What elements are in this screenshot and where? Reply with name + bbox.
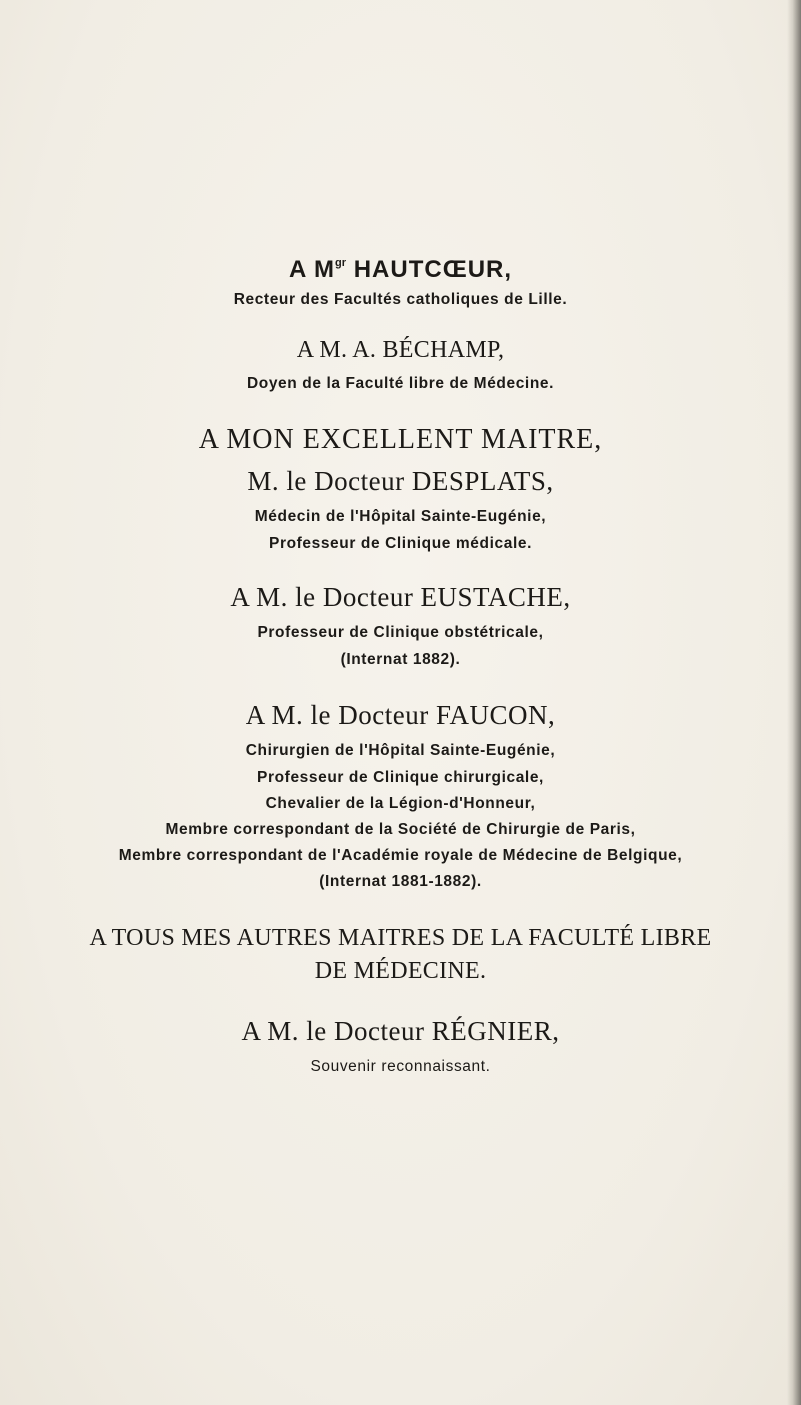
dedication-line: Médecin de l'Hôpital Sainte-Eugénie, [254, 508, 547, 525]
heading-name: HAUTCŒUR, [346, 256, 513, 283]
dedication-heading-faucon: A M. le Docteur FAUCON, [245, 700, 556, 730]
heading-superscript: gr [335, 257, 347, 269]
heading-prefix: A M [288, 256, 336, 283]
dedication-line: Professeur de Clinique médicale. [269, 535, 532, 552]
dedication-heading-bechamp: A M. A. BÉCHAMP, [296, 337, 505, 363]
dedication-heading-medecine: DE MÉDECINE. [314, 958, 487, 984]
dedication-line: (Internat 1881-1882). [319, 873, 482, 890]
dedication-line: Recteur des Facultés catholiques de Lille. [233, 291, 568, 308]
page-edge-shadow [787, 0, 801, 1405]
dedication-heading-eustache: A M. le Docteur EUSTACHE, [230, 582, 571, 612]
dedication-line: (Internat 1882). [340, 651, 461, 668]
dedication-heading-hautcoeur [0, 256, 801, 284]
dedication-heading-maitre: A MON EXCELLENT MAITRE, [198, 424, 603, 455]
dedication-heading-desplats: M. le Docteur DESPLATS, [247, 466, 554, 496]
dedication-line: Membre correspondant de la Société de Chirurgie de Paris, [165, 821, 636, 838]
dedication-line: Chirurgien de l'Hôpital Sainte-Eugénie, [245, 742, 556, 759]
dedication-heading-tous-maitres: A TOUS MES AUTRES MAITRES DE LA FACULTÉ LIBRE [89, 925, 712, 951]
dedication-line: Professeur de Clinique obstétricale, [257, 624, 544, 641]
dedication-line: Membre correspondant de l'Académie royale de Médecine de Belgique, [118, 847, 683, 864]
dedication-line: Chevalier de la Légion-d'Honneur, [265, 795, 536, 812]
dedication-line: Souvenir reconnaissant. [310, 1058, 491, 1075]
dedication-line: Professeur de Clinique chirurgicale, [257, 769, 544, 786]
dedication-line: Doyen de la Faculté libre de Médecine. [246, 375, 555, 392]
dedication-heading-regnier: A M. le Docteur RÉGNIER, [241, 1016, 560, 1046]
